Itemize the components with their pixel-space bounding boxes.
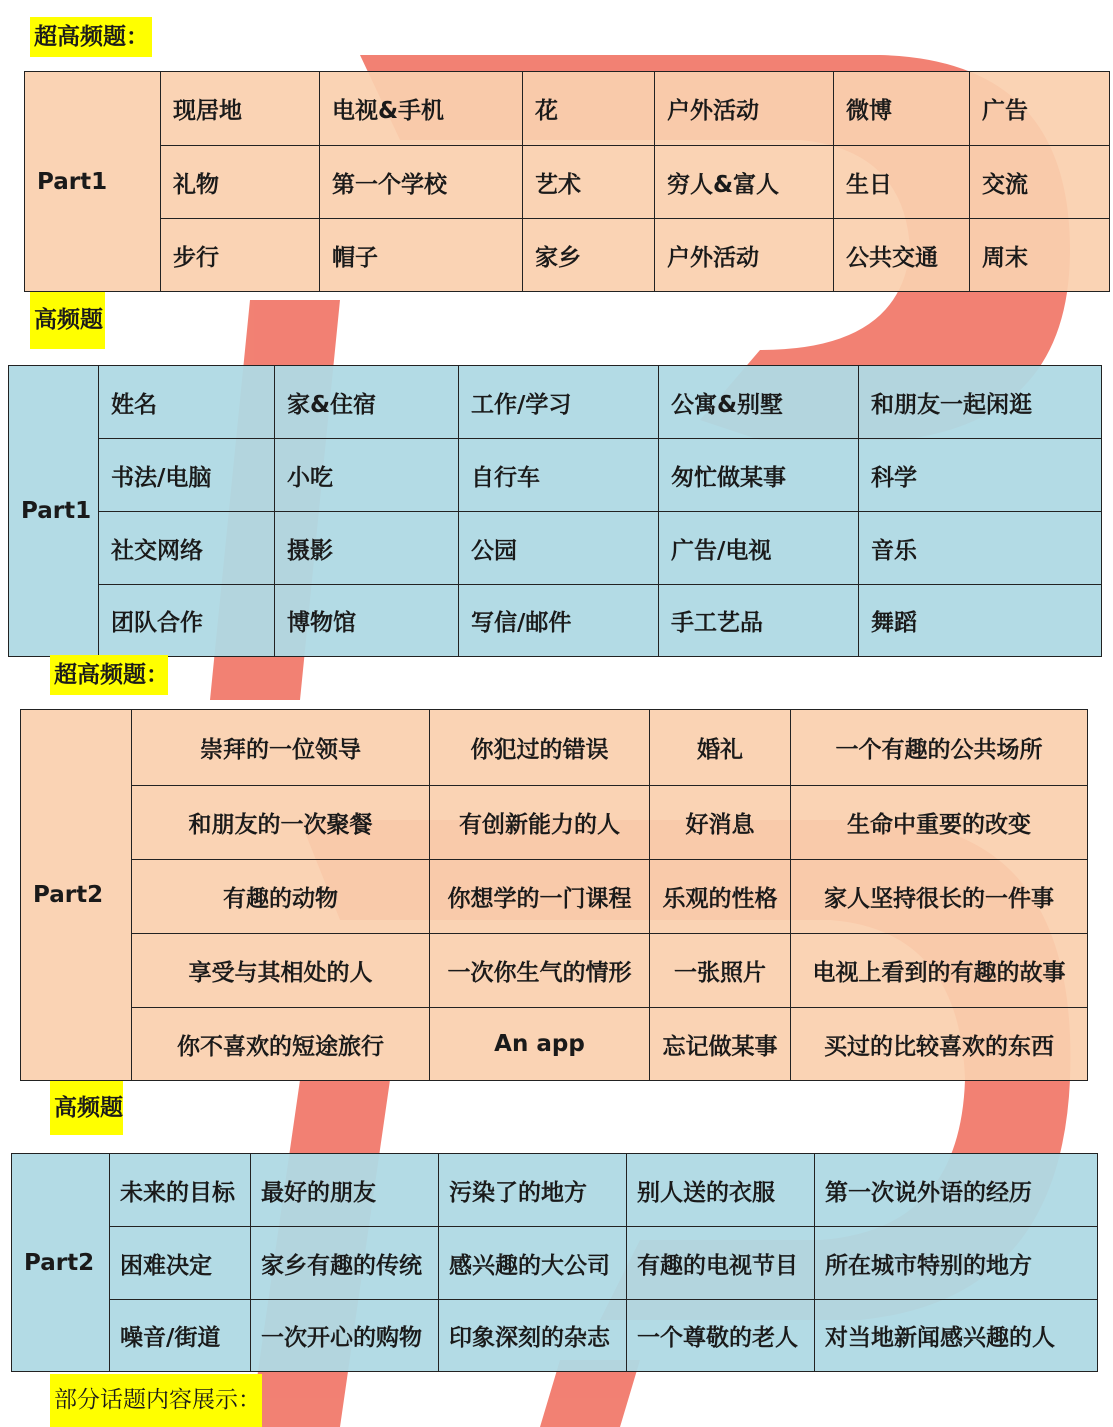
topic-cell: 乐观的性格 xyxy=(650,860,791,934)
topic-cell: 公园 xyxy=(459,512,659,585)
topic-cell: 礼物 xyxy=(161,146,320,219)
topic-cell: 你犯过的错误 xyxy=(430,710,650,786)
topic-cell: 公寓&别墅 xyxy=(659,366,859,439)
topic-cell: 一次开心的购物 xyxy=(251,1300,439,1372)
topic-cell: 第一次说外语的经历 xyxy=(815,1154,1098,1227)
part-label: Part2 xyxy=(21,710,132,1081)
topic-cell: 一次你生气的情形 xyxy=(430,934,650,1008)
topic-cell: 电视&手机 xyxy=(320,72,523,146)
topic-cell: 小吃 xyxy=(275,439,459,512)
topic-cell: 博物馆 xyxy=(275,585,459,657)
topic-cell: 污染了的地方 xyxy=(439,1154,627,1227)
topic-cell: 对当地新闻感兴趣的人 xyxy=(815,1300,1098,1372)
topic-cell: 花 xyxy=(523,72,655,146)
section-label-super-high-freq-1: 超高频题： xyxy=(30,17,152,57)
topic-cell: 自行车 xyxy=(459,439,659,512)
topic-cell: 摄影 xyxy=(275,512,459,585)
topic-cell: 艺术 xyxy=(523,146,655,219)
topic-cell: 有趣的电视节目 xyxy=(627,1227,815,1300)
topic-cell: 科学 xyxy=(859,439,1102,512)
section-label-high-freq-2: 高频题 xyxy=(50,1081,123,1135)
topic-cell: 户外活动 xyxy=(655,219,834,292)
topic-cell: 交流 xyxy=(970,146,1110,219)
topic-cell: 别人送的衣服 xyxy=(627,1154,815,1227)
topic-cell: 最好的朋友 xyxy=(251,1154,439,1227)
topic-cell: 户外活动 xyxy=(655,72,834,146)
topic-cell: 忘记做某事 xyxy=(650,1008,791,1081)
section-label-high-freq-1: 高频题 xyxy=(30,292,105,349)
topic-cell: 步行 xyxy=(161,219,320,292)
topic-cell: 生命中重要的改变 xyxy=(791,786,1088,860)
topic-table-part1-super xyxy=(24,71,1110,292)
topic-cell: 广告/电视 xyxy=(659,512,859,585)
topic-cell: 广告 xyxy=(970,72,1110,146)
topic-cell: 感兴趣的大公司 xyxy=(439,1227,627,1300)
topic-cell: 姓名 xyxy=(99,366,275,439)
topic-cell: 印象深刻的杂志 xyxy=(439,1300,627,1372)
part-label: Part2 xyxy=(12,1154,110,1372)
topic-cell: 有创新能力的人 xyxy=(430,786,650,860)
topic-cell: 家乡 xyxy=(523,219,655,292)
topic-table-part1-high xyxy=(8,365,1102,657)
topic-cell: 你不喜欢的短途旅行 xyxy=(132,1008,430,1081)
topic-cell: 工作/学习 xyxy=(459,366,659,439)
topic-table-part2-super xyxy=(20,709,1088,1081)
topic-cell: 崇拜的一位领导 xyxy=(132,710,430,786)
topic-cell: 家&住宿 xyxy=(275,366,459,439)
topic-cell: 现居地 xyxy=(161,72,320,146)
topic-cell: 微博 xyxy=(834,72,970,146)
topic-cell: 一个有趣的公共场所 xyxy=(791,710,1088,786)
topic-cell: 写信/邮件 xyxy=(459,585,659,657)
topic-cell: 生日 xyxy=(834,146,970,219)
topic-cell: 公共交通 xyxy=(834,219,970,292)
topic-cell: 团队合作 xyxy=(99,585,275,657)
topic-cell: 未来的目标 xyxy=(110,1154,251,1227)
topic-cell: 和朋友一起闲逛 xyxy=(859,366,1102,439)
topic-cell: 社交网络 xyxy=(99,512,275,585)
topic-cell: 有趣的动物 xyxy=(132,860,430,934)
topic-cell: 所在城市特别的地方 xyxy=(815,1227,1098,1300)
topic-cell: 匆忙做某事 xyxy=(659,439,859,512)
topic-cell: 你想学的一门课程 xyxy=(430,860,650,934)
topic-cell: 好消息 xyxy=(650,786,791,860)
topic-cell: 穷人&富人 xyxy=(655,146,834,219)
topic-cell: 电视上看到的有趣的故事 xyxy=(791,934,1088,1008)
topic-cell: 周末 xyxy=(970,219,1110,292)
topic-cell: 手工艺品 xyxy=(659,585,859,657)
topic-cell: 家人坚持很长的一件事 xyxy=(791,860,1088,934)
topic-cell: An app xyxy=(430,1008,650,1081)
section-label-super-high-freq-2: 超高频题： xyxy=(50,655,168,695)
topic-cell: 家乡有趣的传统 xyxy=(251,1227,439,1300)
topic-cell: 和朋友的一次聚餐 xyxy=(132,786,430,860)
footer-label: 部分话题内容展示： xyxy=(50,1374,262,1427)
topic-cell: 一个尊敬的老人 xyxy=(627,1300,815,1372)
topic-cell: 买过的比较喜欢的东西 xyxy=(791,1008,1088,1081)
topic-cell: 困难决定 xyxy=(110,1227,251,1300)
topic-cell: 婚礼 xyxy=(650,710,791,786)
topic-table-part2-high xyxy=(11,1153,1098,1372)
part-label: Part1 xyxy=(25,72,161,292)
topic-cell: 噪音/街道 xyxy=(110,1300,251,1372)
topic-cell: 书法/电脑 xyxy=(99,439,275,512)
topic-cell: 第一个学校 xyxy=(320,146,523,219)
topic-cell: 帽子 xyxy=(320,219,523,292)
topic-cell: 享受与其相处的人 xyxy=(132,934,430,1008)
topic-cell: 一张照片 xyxy=(650,934,791,1008)
topic-cell: 音乐 xyxy=(859,512,1102,585)
part-label: Part1 xyxy=(9,366,99,657)
topic-cell: 舞蹈 xyxy=(859,585,1102,657)
